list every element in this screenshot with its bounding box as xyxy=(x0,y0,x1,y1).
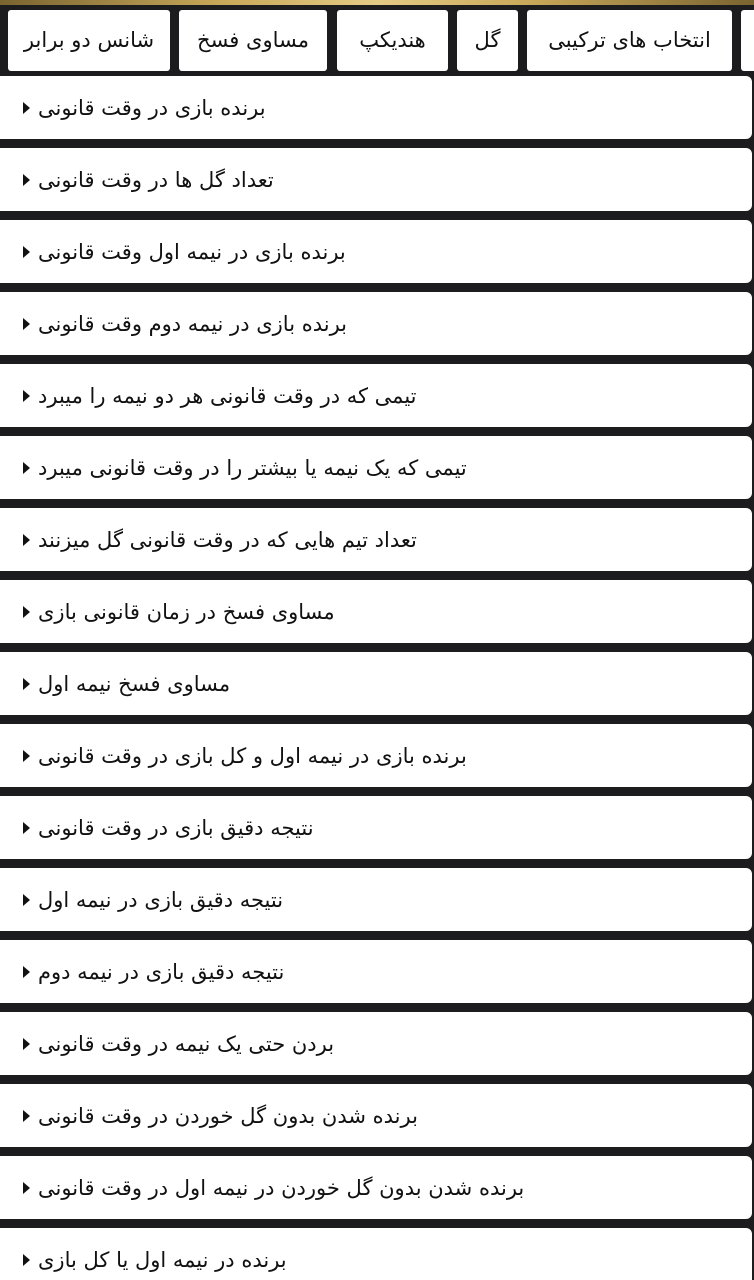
caret-right-icon xyxy=(23,822,30,834)
market-label: نتیجه دقیق بازی در وقت قانونی xyxy=(38,815,314,840)
caret-right-icon xyxy=(23,174,30,186)
market-label: تیمی که در وقت قانونی هر دو نیمه را میبرد xyxy=(38,383,417,408)
market-row[interactable] xyxy=(0,148,752,211)
market-label: بردن حتی یک نیمه در وقت قانونی xyxy=(38,1031,335,1056)
market-label: برنده در نیمه اول یا کل بازی xyxy=(38,1247,287,1272)
caret-right-icon xyxy=(23,1182,30,1194)
caret-right-icon xyxy=(23,1110,30,1122)
market-row[interactable] xyxy=(0,1012,752,1075)
caret-right-icon xyxy=(23,318,30,330)
caret-right-icon xyxy=(23,1254,30,1266)
tab-double-chance[interactable]: شانس دو برابر xyxy=(8,10,170,71)
market-row[interactable] xyxy=(0,364,752,427)
market-label: مساوی فسخ در زمان قانونی بازی xyxy=(38,599,335,624)
market-row[interactable] xyxy=(0,868,752,931)
caret-right-icon xyxy=(23,246,30,258)
market-row[interactable] xyxy=(0,1228,752,1280)
caret-right-icon xyxy=(23,1038,30,1050)
market-row[interactable] xyxy=(0,508,752,571)
market-label: برنده بازی در وقت قانونی xyxy=(38,95,266,120)
tab-handicap[interactable]: هندیکپ xyxy=(337,10,448,71)
tab-draw-no-bet[interactable]: مساوی فسخ xyxy=(179,10,327,71)
market-label: تیمی که یک نیمه یا بیشتر را در وقت قانونی میبرد xyxy=(38,455,467,480)
market-label: برنده بازی در نیمه دوم وقت قانونی xyxy=(38,311,348,336)
market-label: برنده بازی در نیمه اول و کل بازی در وقت قانونی xyxy=(38,743,467,768)
market-label: نتیجه دقیق بازی در نیمه دوم xyxy=(38,959,285,984)
caret-right-icon xyxy=(23,534,30,546)
market-label: مساوی فسخ نیمه اول xyxy=(38,671,231,696)
market-tab-bar[interactable] xyxy=(0,5,754,73)
tab-goal[interactable]: گل xyxy=(457,10,518,71)
market-row[interactable] xyxy=(0,652,752,715)
caret-right-icon xyxy=(23,390,30,402)
market-label: برنده بازی در نیمه اول وقت قانونی xyxy=(38,239,346,264)
market-row[interactable] xyxy=(0,580,752,643)
market-row[interactable] xyxy=(0,292,752,355)
caret-right-icon xyxy=(23,462,30,474)
market-label: تعداد تیم هایی که در وقت قانونی گل میزنند xyxy=(38,527,417,552)
caret-right-icon xyxy=(23,894,30,906)
market-row[interactable] xyxy=(0,724,752,787)
tab-partial[interactable] xyxy=(741,10,754,71)
caret-right-icon xyxy=(23,678,30,690)
tab-combined[interactable]: انتخاب های ترکیبی xyxy=(527,10,732,71)
market-row[interactable] xyxy=(0,1156,752,1219)
market-row[interactable] xyxy=(0,76,752,139)
caret-right-icon xyxy=(23,966,30,978)
market-row[interactable] xyxy=(0,436,752,499)
market-row[interactable] xyxy=(0,1084,752,1147)
market-row[interactable] xyxy=(0,940,752,1003)
market-row[interactable] xyxy=(0,220,752,283)
market-label: برنده شدن بدون گل خوردن در وقت قانونی xyxy=(38,1103,418,1128)
caret-right-icon xyxy=(23,606,30,618)
market-label: نتیجه دقیق بازی در نیمه اول xyxy=(38,887,284,912)
caret-right-icon xyxy=(23,102,30,114)
market-label: برنده شدن بدون گل خوردن در نیمه اول در وقت قانونی xyxy=(38,1175,525,1200)
caret-right-icon xyxy=(23,750,30,762)
market-label: تعداد گل ها در وقت قانونی xyxy=(38,167,274,192)
market-row[interactable] xyxy=(0,796,752,859)
